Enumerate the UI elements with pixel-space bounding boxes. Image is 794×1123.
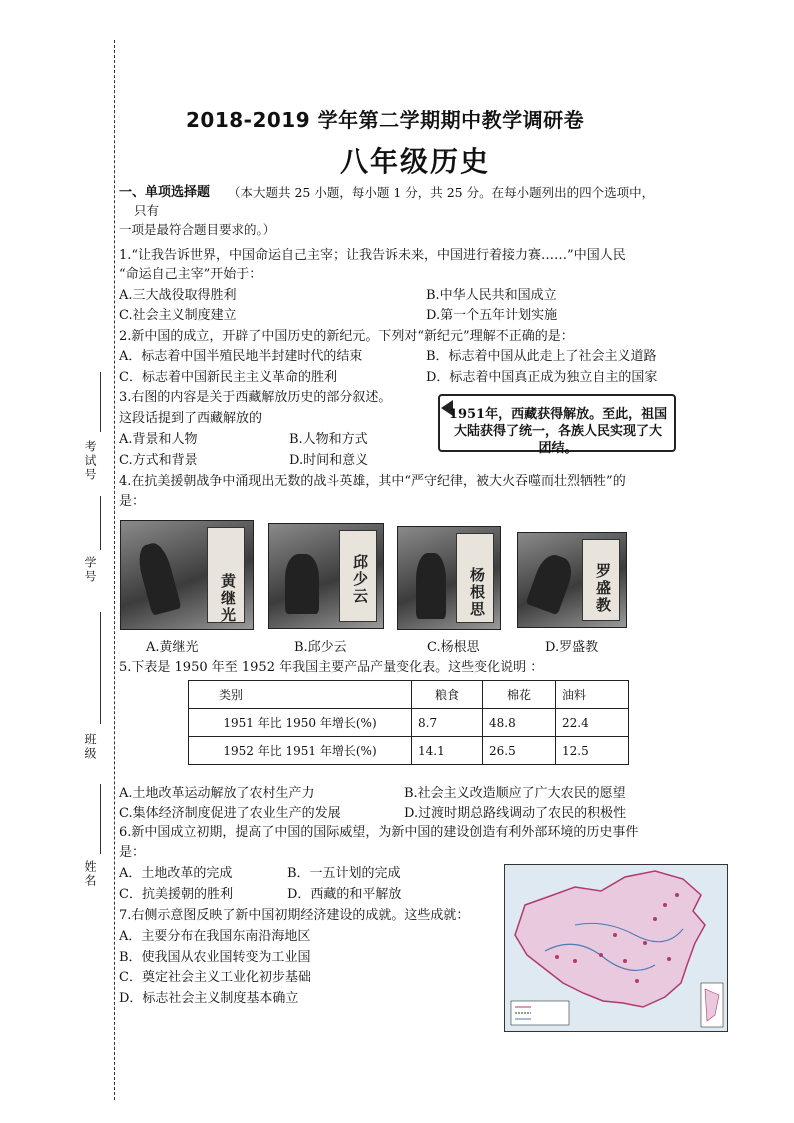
class-line (100, 612, 101, 724)
q2-option-a: A．标志着中国半殖民地半封建时代的结束 (119, 349, 363, 364)
section-description-2: 只有 (134, 203, 160, 218)
binding-cut-line (114, 40, 115, 1100)
q6-option-a: A．土地改革的完成 (119, 866, 233, 881)
table-cell: 8.7 (412, 709, 483, 737)
table-cell: 14.1 (412, 737, 483, 765)
class-label: 班级 (83, 733, 97, 761)
hero-image-1-caption: 黄继光 (219, 573, 237, 624)
q3-option-a: A.背景和人物 (119, 432, 198, 447)
q1-stem-2: “命运自己主宰”开始于： (119, 267, 263, 282)
china-economy-map (504, 864, 728, 1032)
exam-title: 2018-2019 学年第二学期期中教学调研卷 (186, 108, 585, 132)
q3-option-d: D.时间和意义 (289, 453, 369, 468)
q1-stem: 1.“让我告诉世界，中国命运自己主宰；让我告诉未来，中国进行着接力赛……”中国人民 (119, 248, 626, 263)
q4-option-a: A.黄继光 (146, 640, 199, 655)
q2-stem: 2.新中国的成立，开辟了中国历史的新纪元。下列对“新纪元”理解不正确的是： (119, 329, 574, 344)
q2-option-d: D．标志着中国真正成为独立自主的国家 (426, 370, 658, 385)
table-header-row (189, 681, 629, 709)
name-line (100, 784, 101, 854)
q4-option-c: C.杨根思 (427, 640, 480, 655)
table-header: 棉花 (483, 681, 556, 709)
production-table (188, 680, 629, 765)
q3-bubble-text: 1951年，西藏获得解放。至此，祖国大陆获得了统一，各族人民实现了大团结。 (448, 407, 668, 456)
q6-stem-2: 是： (119, 845, 146, 860)
q4-stem-2: 是： (119, 494, 146, 509)
table-cell: 12.5 (556, 737, 629, 765)
q5-option-b: B.社会主义改造顺应了广大农民的愿望 (404, 786, 626, 801)
exam-number-line (100, 372, 101, 432)
hero-image-1 (120, 520, 254, 630)
q6-option-c: C．抗美援朝的胜利 (119, 887, 233, 902)
q5-stem: 5.下表是 1950 年至 1952 年我国主要产品产量变化表。这些变化说明 ： (119, 660, 544, 675)
q3-stem-2: 这段话提到了西藏解放的 (119, 411, 263, 426)
table-cell: 22.4 (556, 709, 629, 737)
q1-option-d: D.第一个五年计划实施 (426, 308, 558, 323)
table-row (189, 737, 629, 765)
q7-option-d: D．标志社会主义制度基本确立 (119, 991, 299, 1006)
subject-title: 八年级历史 (340, 145, 491, 178)
hero-image-2 (268, 523, 384, 629)
hero-image-3 (397, 526, 501, 630)
q4-option-d: D.罗盛教 (545, 640, 599, 655)
table-header: 粮食 (412, 681, 483, 709)
q6-option-d: D．西藏的和平解放 (287, 887, 402, 902)
q5-option-a: A.土地改革运动解放了农村生产力 (119, 786, 315, 801)
table-header: 油料 (556, 681, 629, 709)
q2-option-c: C．标志着中国新民主主义革命的胜利 (119, 370, 337, 385)
q3-stem: 3.右图的内容是关于西藏解放历史的部分叙述。 (119, 390, 392, 405)
q6-option-b: B．一五计划的完成 (287, 866, 401, 881)
student-number-label: 学号 (83, 556, 97, 584)
q7-option-a: A．主要分布在我国东南沿海地区 (119, 929, 311, 944)
hero-image-2-caption: 邱少云 (351, 554, 369, 605)
q7-stem: 7.右侧示意图反映了新中国初期经济建设的成就。这些成就： (119, 908, 470, 923)
table-cell: 1952 年比 1951 年增长(%) (189, 737, 412, 765)
q3-option-c: C.方式和背景 (119, 453, 198, 468)
q5-option-c: C.集体经济制度促进了农业生产的发展 (119, 806, 341, 821)
q6-stem: 6.新中国成立初期，提高了中国的国际威望，为新中国的建设创造有利外部环境的历史事件 (119, 825, 639, 840)
q7-option-c: C．奠定社会主义工业化初步基础 (119, 970, 311, 985)
q1-option-c: C.社会主义制度建立 (119, 308, 237, 323)
q7-option-b: B．使我国从农业国转变为工业国 (119, 950, 311, 965)
table-cell: 26.5 (483, 737, 556, 765)
china-map-svg (505, 865, 727, 1031)
hero-image-4-caption: 罗盛教 (594, 563, 612, 614)
hero-image-4 (517, 532, 627, 628)
q4-option-b: B.邱少云 (294, 640, 347, 655)
section-description: （本大题共 25 小题，每小题 1 分，共 25 分。在每小题列出的四个选项中， (228, 185, 655, 200)
table-row (189, 709, 629, 737)
q3-option-b: B.人物和方式 (289, 432, 368, 447)
q5-option-d: D.过渡时期总路线调动了农民的积极性 (404, 806, 627, 821)
name-label: 姓名 (83, 860, 97, 888)
table-header: 类别 (189, 681, 412, 709)
student-number-line (100, 496, 101, 550)
q1-option-b: B.中华人民共和国成立 (426, 288, 557, 303)
q4-stem: 4.在抗美援朝战争中涌现出无数的战斗英雄，其中“严守纪律，被大火吞噬而壮烈牺牲”的 (119, 474, 626, 489)
hero-image-3-caption: 杨根思 (468, 567, 486, 618)
q2-option-b: B．标志着中国从此走上了社会主义道路 (426, 349, 657, 364)
q1-option-a: A.三大战役取得胜利 (119, 288, 237, 303)
section-description-3: 一项是最符合题目要求的。） (119, 222, 276, 237)
exam-number-label: 考试号 (83, 440, 97, 482)
section-heading: 一、单项选择题 (119, 185, 211, 200)
table-cell: 1951 年比 1950 年增长(%) (189, 709, 412, 737)
table-cell: 48.8 (483, 709, 556, 737)
